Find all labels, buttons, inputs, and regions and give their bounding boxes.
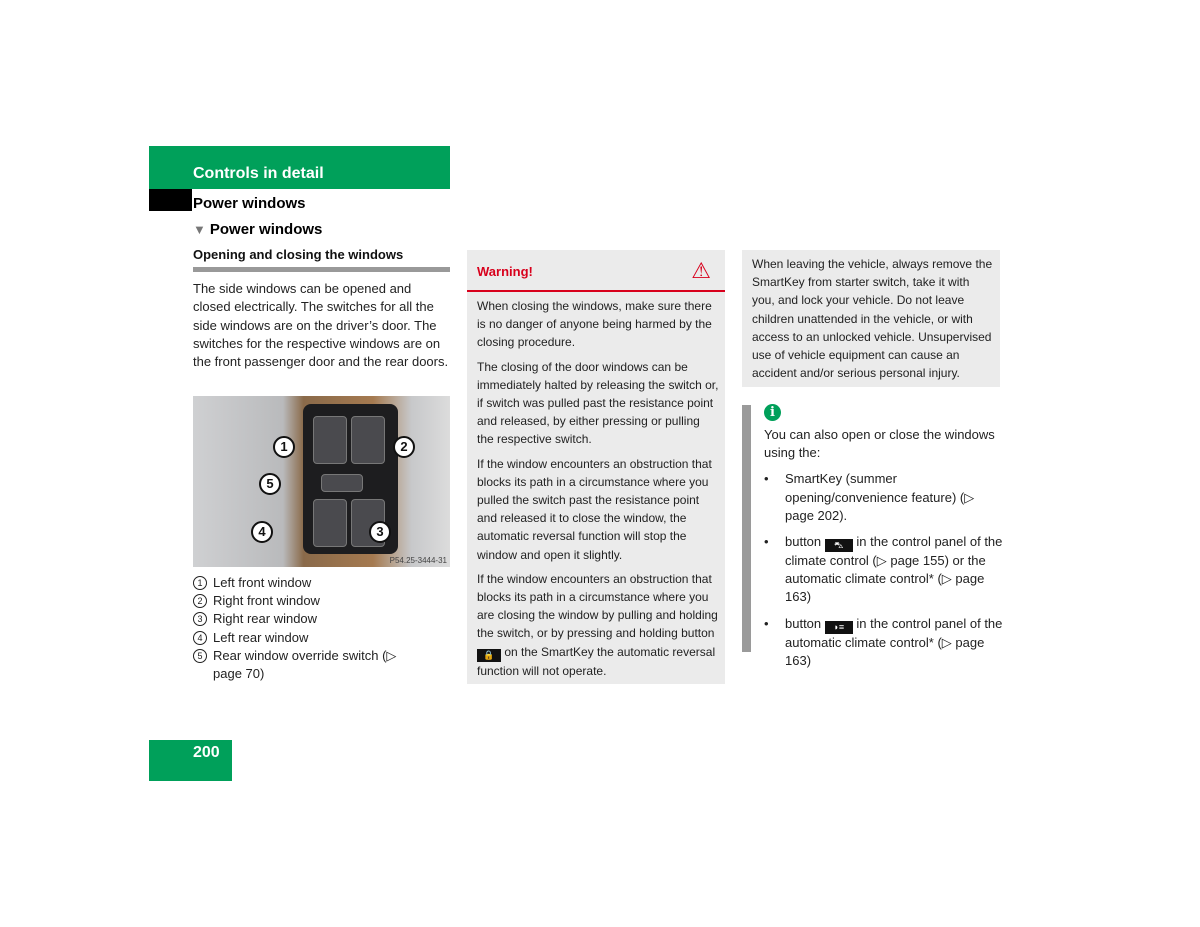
legend-text: Left front window [213, 575, 312, 590]
callout-3: 3 [369, 521, 391, 543]
page-number: 200 [193, 744, 220, 761]
subtitle [193, 221, 322, 238]
heading: Opening and closing the windows [193, 247, 450, 272]
callout-4: 4 [251, 521, 273, 543]
callout-5: 5 [259, 473, 281, 495]
legend-text: Rear window override switch (▷ page 70) [213, 647, 397, 682]
warning-title: Warning! [477, 264, 533, 279]
warning-continued-box [742, 250, 1000, 387]
legend-item [193, 647, 451, 683]
legend-item [193, 610, 451, 628]
legend-item [193, 574, 451, 592]
section-title: Controls in detail [193, 165, 324, 182]
legend-number: 4 [193, 631, 207, 645]
legend-number: 2 [193, 594, 207, 608]
warning-paragraph: If the window encounters an obstruction that blocks its path in a circumstance where you pulled the switch past the resistance point and released it to close the window, the automatic reversal function will stop the window and open it slightly. [477, 456, 712, 562]
subtitle-text: Power windows [209, 221, 323, 238]
callout-2: 2 [393, 436, 415, 458]
warning-continued-text: When leaving the vehicle, always remove the SmartKey from starter switch, take it with you, and lock your vehicle. Do not leave children unattended in the vehicle, or with access to an unlocked vehicle. Unsupervised use of vehicle equipment can cause an accident and/or serious personal injury. [752, 257, 993, 381]
triangle-icon: ▼ [193, 222, 206, 237]
page-title: Power windows [193, 195, 306, 212]
section-header [149, 146, 450, 189]
warning-paragraph: If the window encounters an obstruction that blocks its path in a circumstance where you are closing the window by pulling and holding the switch, or by pressing and holding button 🔒 on the SmartKey the automatic reversal function will not operate. [477, 571, 718, 678]
legend-text: Right rear window [213, 611, 318, 627]
info-bar [742, 405, 751, 652]
figure-code: P54.25-3444-31 [389, 556, 447, 565]
window-switch-photo [193, 396, 450, 567]
warning-paragraph: When closing the windows, make sure there is no danger of anyone being harmed by the closing procedure. [477, 299, 712, 350]
callout-1: 1 [273, 436, 295, 458]
warning-paragraph: The closing of the door windows can be immediately halted by releasing the switch or, if switch was pulled past the resistance point and released, by either pressing or pulling the respective switch. [477, 359, 719, 447]
legend-number: 5 [193, 649, 207, 663]
legend-text: Left rear window [213, 629, 309, 645]
legend-item [193, 592, 451, 610]
window-car-button-icon: ⛍ [825, 539, 853, 552]
list-item: • SmartKey (summer opening/convenience feature) (▷ page 202). [764, 471, 975, 523]
section-marker [149, 189, 192, 211]
legend-number: 3 [193, 612, 207, 626]
list-item: • button ◗≡ in the control panel of the automatic climate control* (▷ page 163) [764, 615, 1003, 668]
intro-text: The side windows can be opened and closed electrically. The switches for all the side windows are on the driver’s door. The switches for the respective windows are on the front passenger door and the rear doors. [193, 281, 449, 370]
info-intro: You can also open or close the windows using the: [764, 427, 995, 461]
legend-item [193, 629, 451, 647]
list-item: • button ⛍ in the control panel of the climate control (▷ page 155) or the automatic climate control* (▷ page 163) [764, 534, 1003, 605]
warning-divider [467, 290, 725, 292]
page-number-box [149, 740, 232, 781]
ventilation-button-icon: ◗≡ [825, 621, 853, 634]
warning-box [467, 250, 725, 684]
info-icon: i [764, 404, 781, 421]
warning-triangle-icon: ⚠ [691, 258, 711, 283]
legend-number: 1 [193, 576, 207, 590]
lock-button-icon: 🔒 [477, 649, 501, 662]
legend-text: Right front window [213, 593, 320, 609]
info-text [764, 426, 1004, 678]
figure-legend [193, 574, 451, 683]
